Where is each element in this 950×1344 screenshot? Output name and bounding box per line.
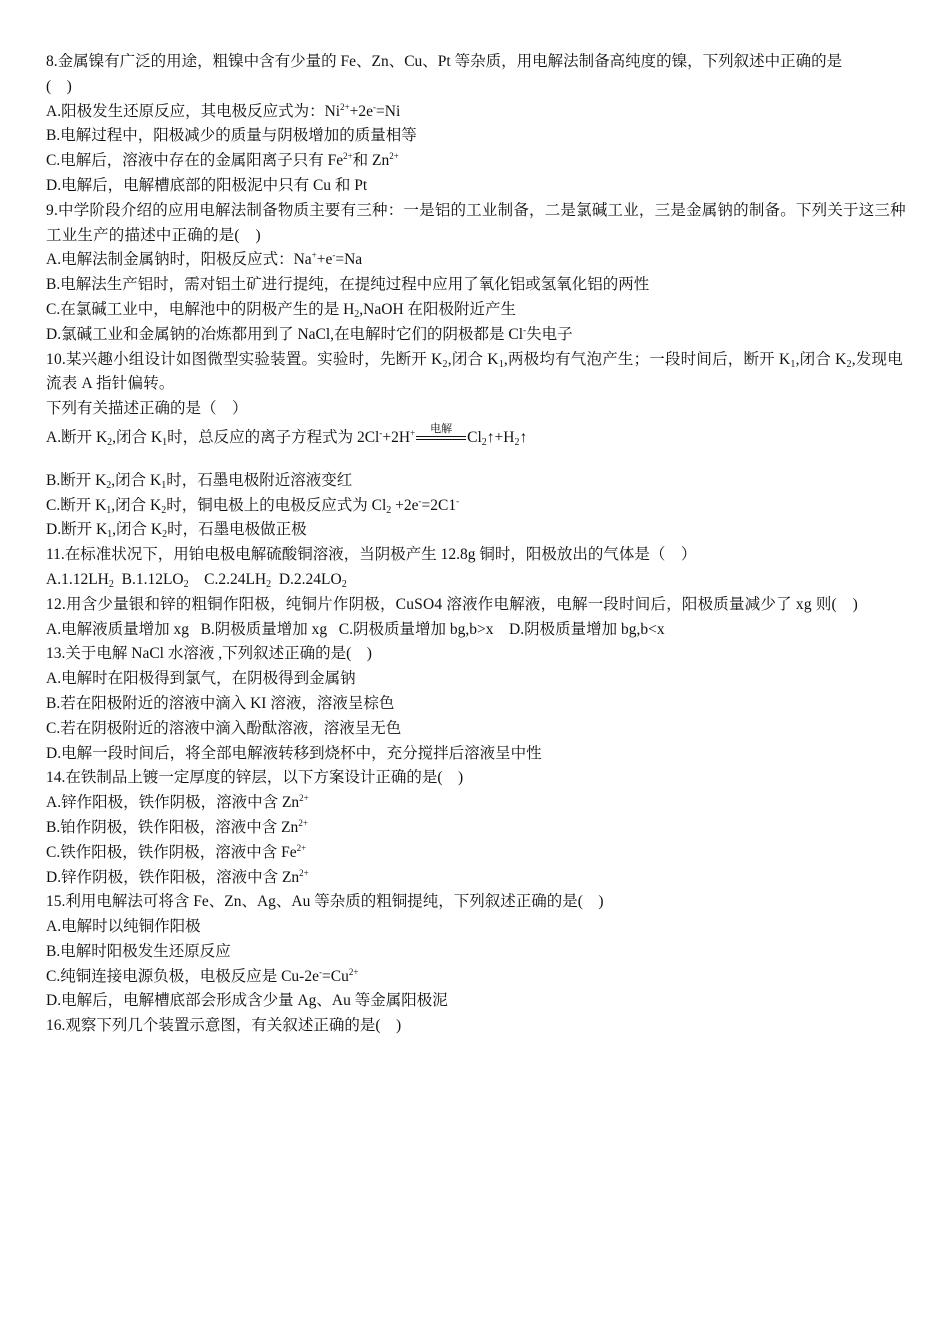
q11-option-c: $C.2.24LH_2$ [204, 570, 272, 590]
q14-option-c: C.铁作阳极，铁作阴极，溶液中含 $Fe^{2+}$ [46, 842, 307, 861]
q8-option-b: B.电解过程中，阳极减少的质量与阴极增加的质量相等 [46, 127, 417, 145]
q12-option-d: D.阴极质量增加 bg,b<x [509, 620, 665, 638]
q11-stem: 11.在标准状况下，用铂电极电解硫酸铜溶液，当阴极产生 12.8g 铜时，阳极放出的气体是（ ） [46, 546, 697, 564]
q13-option-c: C.若在阴极附近的溶液中滴入酚酞溶液，溶液呈无色 [46, 719, 402, 737]
q13-option-d: D.电解一段时间后，将全部电解液转移到烧杯中，充分搅拌后溶液呈中性 [46, 744, 542, 762]
q15-option-b: B.电解时阳极发生还原反应 [46, 942, 231, 960]
q14-option-b: B.铂作阴极，铁作阳极，溶液中含 $Zn^{2+}$ [46, 817, 308, 836]
q10-option-b: B.断开 $K_2$,闭合 $K_1$时，石墨电极附近溶液变红 [46, 471, 353, 491]
q8-option-a: A.阳极发生还原反应，其电极反应式为：$Ni^{2+}+2e^-=Ni$ [46, 101, 401, 120]
q12-options [46, 618, 908, 643]
q9-option-c: C.在氯碱工业中，电解池中的阴极产生的是 $H_2,NaOH$ 在阳极附近产生 [46, 300, 517, 320]
q13-option-b: B.若在阳极附近的溶液中滴入 KI 溶液，溶液呈棕色 [46, 694, 395, 712]
q9-option-b: B.电解法生产铝时，需对铝土矿进行提纯，在提纯过程中应用了氧化铝或氢氧化铝的两性 [46, 276, 650, 294]
q12-option-a: A.电解液质量增加 xg [46, 620, 189, 638]
q10-stem: 10.某兴趣小组设计如图微型实验装置。实验时，先断开 $K_2$,闭合 $K_1$,两极均有气泡产生；一段时间后，断开 $K_1$,闭合 $K_2$,发现电流表 A 指针偏转。 [46, 350, 903, 393]
q9-option-a: A.电解法制金属钠时，阳极反应式：Na++e-=Na [46, 250, 363, 269]
q11-option-d: $D.2.24LO_2$ [278, 570, 347, 590]
q11-options [46, 568, 908, 593]
q16-stem: 16.观察下列几个装置示意图，有关叙述正确的是( ) [46, 1017, 402, 1035]
q8-stem: 8.金属镍有广泛的用途，粗镍中含有少量的 Fe、Zn、Cu、Pt 等杂质，用电解法制备高纯度的镍，下列叙述中正确的是 [46, 53, 843, 70]
q8-stem-answer-paren: ( ) [46, 77, 72, 95]
q9-stem: 9.中学阶段介绍的应用电解法制备物质主要有三种：一是铝的工业制备，二是氯碱工业，三是金属钠的制备。下列关于这三种工业生产的描述中正确的是( ) [46, 201, 906, 244]
q10-option-d: D.断开 $K_1$,闭合 $K_2$时，石墨电极做正极 [46, 521, 307, 541]
q13-option-a: A.电解时在阳极得到氯气，在阴极得到金属钠 [46, 670, 356, 688]
electrolysis-condition-equals: 电解 [416, 426, 466, 444]
document-page [46, 50, 908, 1039]
q8-option-d: D.电解后，电解槽底部的阳极泥中只有 Cu 和 Pt [46, 176, 368, 194]
q8-option-c: C.电解后，溶液中存在的金属阳离子只有 $Fe^{2+}$和 $Zn^{2+}$ [46, 151, 399, 170]
q10-option-c: C.断开 $K_1$,闭合 $K_2$时，铜电极上的电极反应式为 $Cl_2 +2e^-=2C1^-$ [46, 495, 460, 516]
q14-option-a: A.锌作阳极，铁作阴极，溶液中含 $Zn^{2+}$ [46, 793, 309, 812]
q15-stem: 15.利用电解法可将含 Fe、Zn、Ag、Au 等杂质的粗铜提纯，下列叙述正确的是( ) [46, 893, 604, 911]
q11-option-a: $A.1.12LH_2$ [46, 570, 114, 590]
q15-option-a: A.电解时以纯铜作阳极 [46, 918, 201, 936]
q15-option-d: D.电解后，电解槽底部会形成含少量 Ag、Au 等金属阳极泥 [46, 992, 448, 1010]
q12-option-b: B.阴极质量增加 xg [200, 620, 328, 638]
q15-option-c: C.纯铜连接电源负极，电极反应是 $Cu-2e^-=Cu^{2+}$ [46, 966, 359, 985]
q12-option-c: C.阴极质量增加 bg,b>x [338, 620, 494, 638]
q11-option-b: $B.1.12LO_2$ [121, 570, 189, 590]
q9-option-d: D.氯碱工业和金属钠的冶炼都用到了 NaCl,在电解时它们的阴极都是 Cl-失电子 [46, 324, 573, 343]
q13-stem: 13.关于电解 NaCl 水溶液 ,下列叙述正确的是( ) [46, 645, 372, 663]
q10-sub-stem: 下列有关描述正确的是（ ） [46, 400, 248, 418]
spacer [46, 451, 908, 469]
q10-option-a: A.断开 $K_2$,闭合 $K_1$时，总反应的离子方程式为 2Cl-+2H+ 电解 $Cl_2↑+H_2↑$ [46, 422, 528, 448]
q14-option-d: D.锌作阴极，铁作阳极，溶液中含 $Zn^{2+}$ [46, 867, 309, 886]
q14-stem: 14.在铁制品上镀一定厚度的锌层，以下方案设计正确的是( ) [46, 769, 464, 787]
q12-stem: 12.用含少量银和锌的粗铜作阳极，纯铜片作阴极，CuSO4 溶液作电解液，电解一段时间后，阳极质量减少了 xg 则( ) [46, 595, 858, 613]
